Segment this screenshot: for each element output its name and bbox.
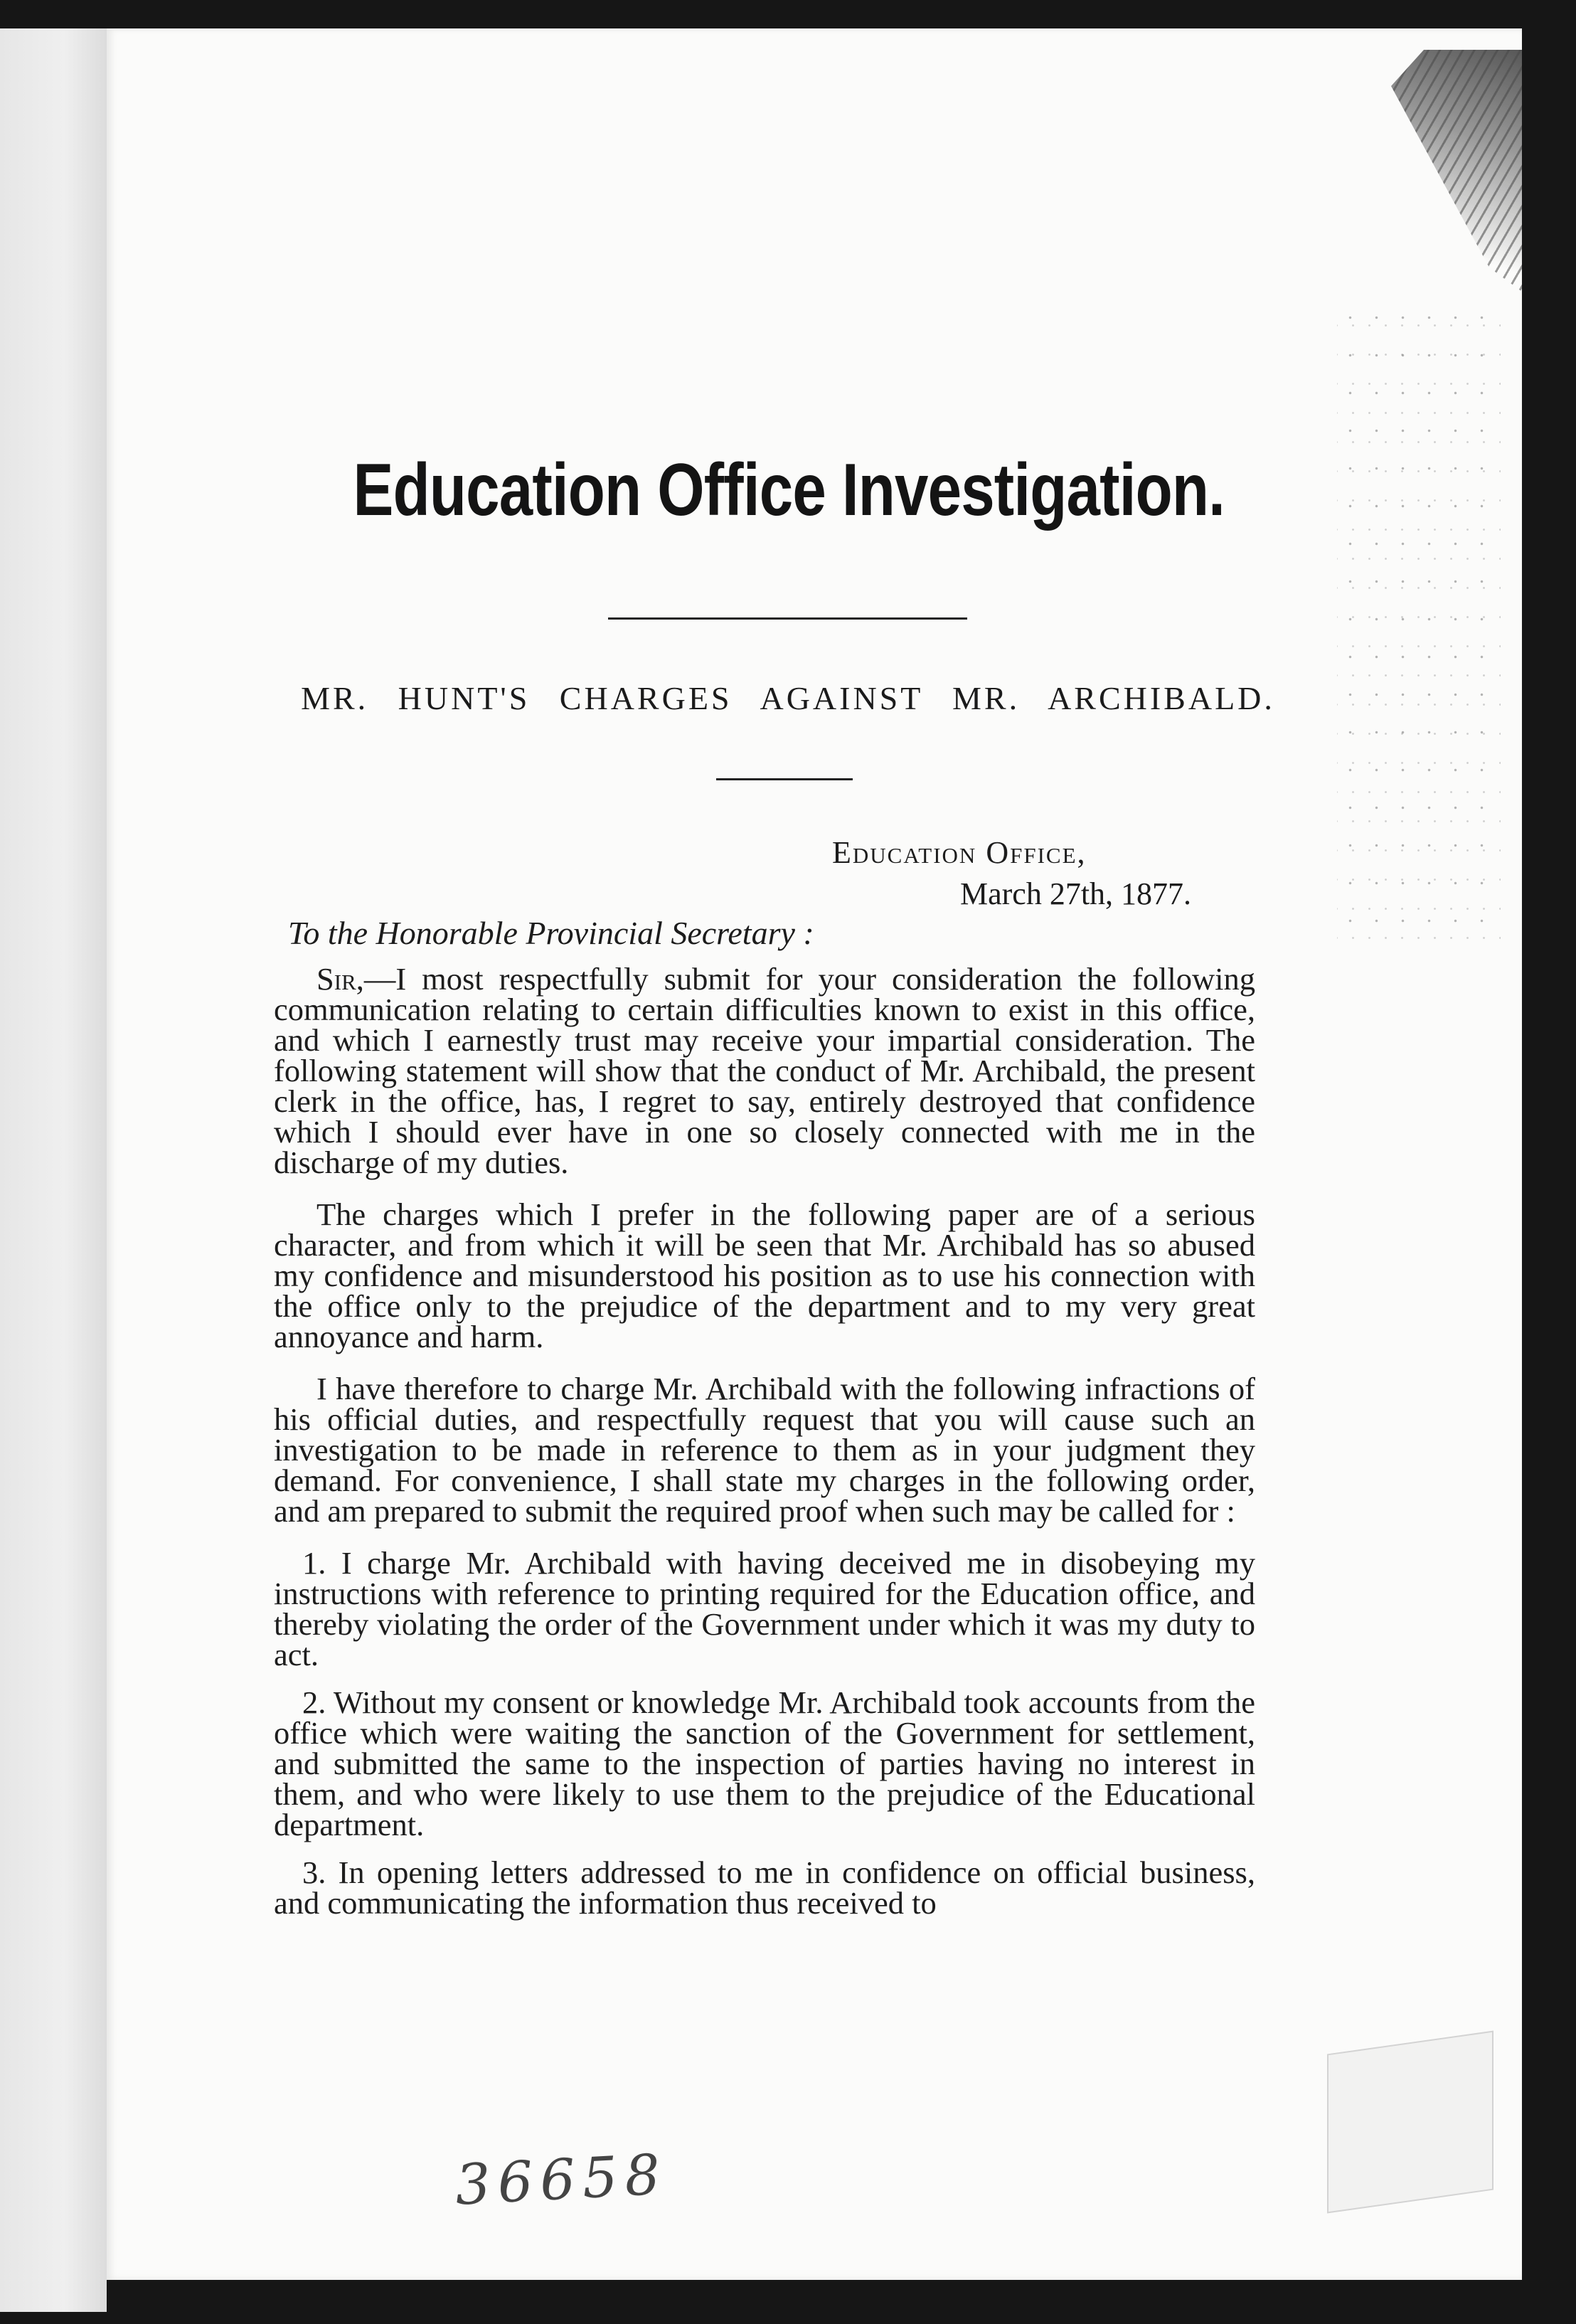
charge-3-text: In opening letters addressed to me in confidence on official business, and communicating the information thus received to: [274, 1855, 1256, 1921]
handwritten-catalog-number: 36658: [453, 2143, 669, 2218]
dateline: [832, 832, 1259, 915]
charge-3: [274, 1857, 1255, 1919]
dateline-date: March 27th, 1877.: [960, 876, 1192, 911]
document-subtitle: MR. HUNT'S CHARGES AGAINST MR. ARCHIBALD.: [301, 680, 1275, 716]
charge-3-number: 3.: [302, 1855, 326, 1890]
charge-2-number: 2.: [302, 1684, 326, 1720]
charge-1: [274, 1545, 1256, 1672]
title-divider: [608, 617, 967, 620]
charge-1-number: 1.: [302, 1545, 326, 1581]
charge-1-text: I charge Mr. Archibald with having deceived me in disobeying my instructions with reference to printing required for the Education office, and thereby violating the order of the Government under which it was my duty to act.: [274, 1545, 1256, 1672]
charge-2-text: Without my consent or knowledge Mr. Archibald took accounts from the office which were waiting the sanction of the Government for settlement, and submitted the same to the inspection of parties having no interest in them, and who were likely to use them to the prejudice of the Educational department.: [274, 1684, 1255, 1842]
previous-page-edge: [0, 28, 107, 2312]
paragraph-1-lead: Sir,: [316, 961, 364, 997]
folded-corner: [1358, 50, 1522, 292]
paragraph-1-text: —I most respectfully submit for your consideration the following communication relating to certain difficulties known to exist in this office, and which I earnestly trust may receive your impartial consideration. The following statement will show that the conduct of Mr. Archibald, the present clerk in the office, has, I regret to say, entirely destroyed that confidence which I should ever have in one so closely connected with me in the discharge of my duties.: [274, 961, 1255, 1180]
dateline-office: Education Office,: [832, 835, 1087, 870]
charge-2: [274, 1684, 1255, 1842]
paper-patch: [1327, 2031, 1494, 2214]
paragraph-2: The charges which I prefer in the following paper are of a serious character, and from which it will be seen that Mr. Archibald has so abused my confidence and misunderstood his position as to use his connection with the office only to the prejudice of the department and to my very great annoyance and harm.: [274, 1197, 1255, 1354]
subtitle-divider: [716, 778, 853, 780]
paragraph-3: I have therefore to charge Mr. Archibald with the following infractions of his official duties, and respectfully request that you will cause such an investigation to be made in reference to them as in your judgment they demand. For convenience, I shall state my charges in the following order, and am prepared to submit the required proof when such may be called for :: [274, 1371, 1255, 1529]
paper-speckle: [1337, 299, 1501, 939]
paragraph-1: [274, 961, 1255, 1180]
document-title: Education Office Investigation.: [353, 449, 1225, 531]
salutation: To the Honorable Provincial Secretary :: [288, 915, 814, 951]
letter-body: [274, 961, 1256, 1936]
